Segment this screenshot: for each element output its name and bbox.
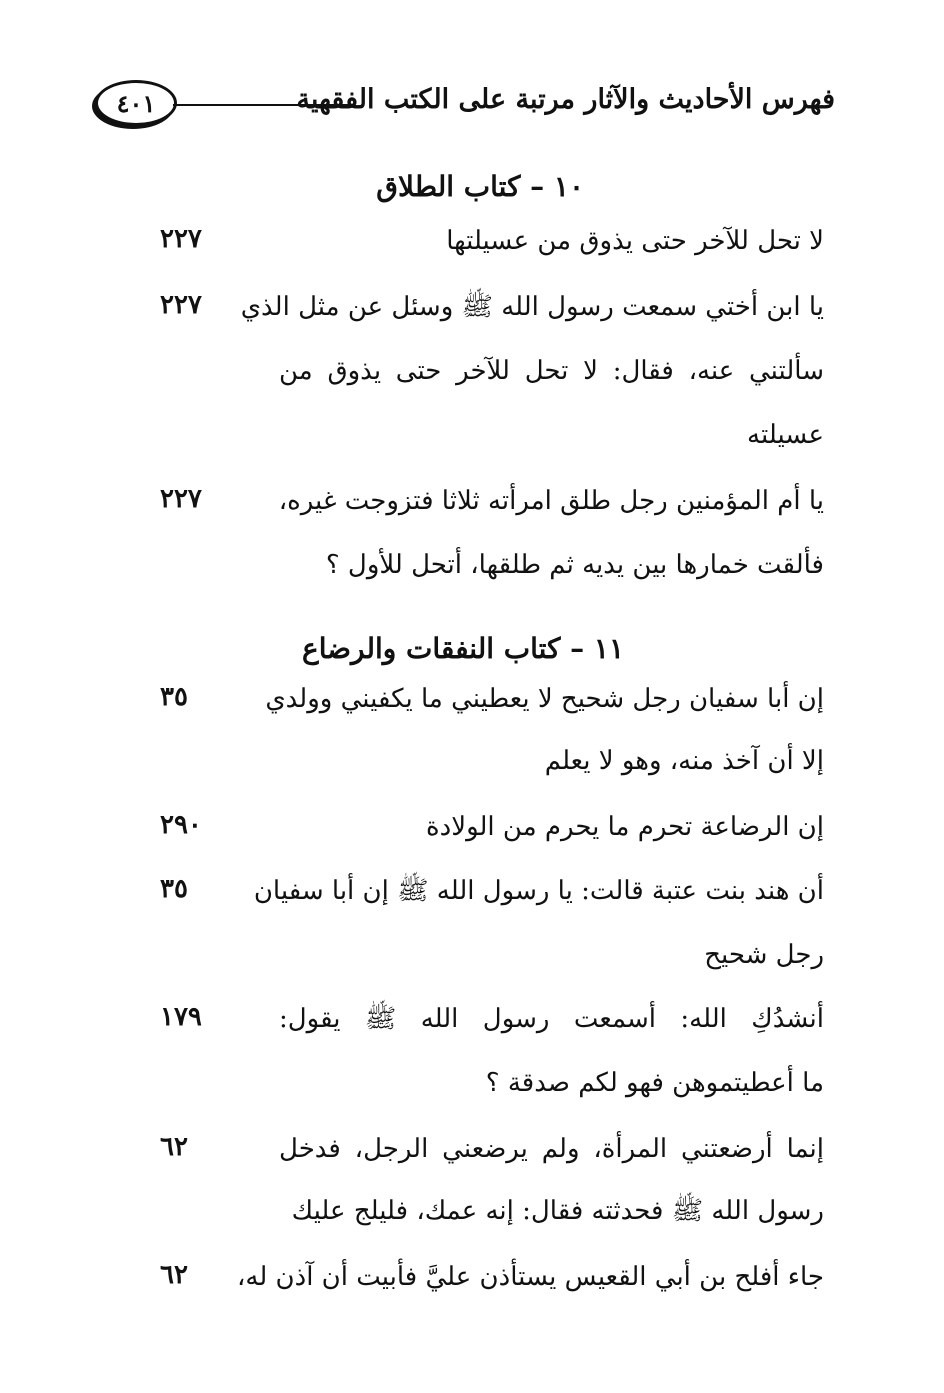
entry-text-line: رجل شحيح bbox=[704, 940, 824, 970]
page-number-badge bbox=[95, 80, 177, 126]
entry-page-ref: ٦٢ bbox=[160, 1260, 188, 1290]
entry-text-line: يا ابن أختي سمعت رسول الله ﷺ وسئل عن مثل الذي bbox=[240, 292, 824, 322]
entry-text-line: يا أم المؤمنين رجل طلق امرأته ثلاثا فتزوجت غيره، bbox=[278, 486, 824, 516]
entry-page-ref: ٣٥ bbox=[160, 874, 188, 904]
entry-page-ref: ٢٢٧ bbox=[160, 484, 202, 514]
entry-text-line: سألتني عنه، فقال: لا تحل للآخر حتى يذوق من bbox=[279, 356, 824, 386]
index-entry bbox=[150, 810, 824, 846]
entry-text-line: إن الرضاعة تحرم ما يحرم من الولادة bbox=[426, 812, 824, 842]
index-entry bbox=[150, 874, 824, 974]
index-entry bbox=[150, 224, 824, 260]
entry-text-line: إلا أن آخذ منه، وهو لا يعلم bbox=[544, 746, 824, 776]
entry-page-ref: ١٧٩ bbox=[160, 1002, 202, 1032]
entry-text-line: جاء أفلح بن أبي القعيس يستأذن عليَّ فأبيت أن آذن له، bbox=[237, 1262, 824, 1292]
entry-text-line: عسيلته bbox=[747, 420, 824, 450]
entry-page-ref: ٦٢ bbox=[160, 1132, 188, 1162]
index-entry bbox=[150, 290, 824, 450]
entry-text-line: رسول الله ﷺ فحدثته فقال: إنه عمك، فليلج عليك bbox=[291, 1196, 824, 1226]
index-entry bbox=[150, 1260, 824, 1296]
entry-text-line: لا تحل للآخر حتى يذوق من عسيلتها bbox=[446, 226, 824, 256]
entry-page-ref: ٢٢٧ bbox=[160, 224, 202, 254]
section-heading-divorce: ١٠ – كتاب الطلاق bbox=[376, 170, 584, 203]
index-entry bbox=[150, 682, 824, 782]
entry-text-line: فألقت خمارها بين يديه ثم طلقها، أتحل للأول ؟ bbox=[325, 550, 824, 580]
entry-text-line: ما أعطيتموهن فهو لكم صدقة ؟ bbox=[485, 1068, 824, 1098]
entry-page-ref: ٢٩٠ bbox=[160, 810, 202, 840]
entry-text-line: إن أبا سفيان رجل شحيح لا يعطيني ما يكفيني وولدي bbox=[265, 684, 824, 714]
running-header bbox=[95, 78, 835, 128]
index-entry bbox=[150, 484, 824, 584]
section-heading-expenses-nursing: ١١ – كتاب النفقات والرضاع bbox=[301, 632, 624, 665]
index-entry bbox=[150, 1132, 824, 1232]
entry-page-ref: ٢٢٧ bbox=[160, 290, 202, 320]
header-title: فهرس الأحاديث والآثار مرتبة على الكتب الفقهية bbox=[296, 84, 835, 115]
page-number: ٤٠١ bbox=[116, 88, 156, 118]
entry-text-line: إنما أرضعتني المرأة، ولم يرضعني الرجل، فدخل bbox=[279, 1134, 824, 1164]
entry-page-ref: ٣٥ bbox=[160, 682, 188, 712]
entry-text-line: أن هند بنت عتبة قالت: يا رسول الله ﷺ إن أبا سفيان bbox=[253, 876, 824, 906]
index-entry bbox=[150, 1002, 824, 1102]
entry-text-line: أنشدُكِ الله: أسمعت رسول الله ﷺ يقول: bbox=[279, 1004, 824, 1034]
